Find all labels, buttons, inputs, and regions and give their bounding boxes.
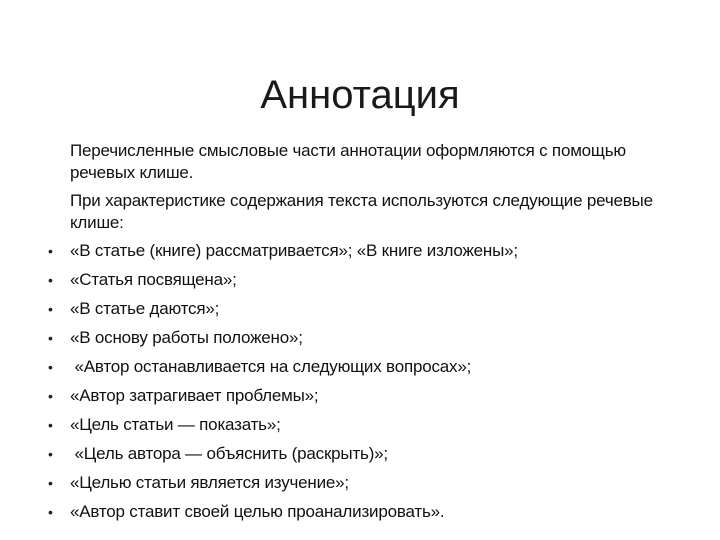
list-item-text: «Целью статьи является изучение»; bbox=[70, 473, 349, 492]
list-item-text: «Статья посвящена»; bbox=[70, 270, 237, 289]
list-item bbox=[48, 240, 680, 269]
bullet-icon: • bbox=[48, 475, 53, 491]
list-item bbox=[48, 501, 680, 530]
bullet-icon: • bbox=[48, 417, 53, 433]
list-item bbox=[48, 269, 680, 298]
bullet-icon: • bbox=[48, 504, 53, 520]
list-item-text: «Цель статьи — показать»; bbox=[70, 415, 281, 434]
bullet-icon: • bbox=[48, 359, 53, 375]
list-item bbox=[48, 356, 680, 385]
bullet-icon: • bbox=[48, 272, 53, 288]
list-item bbox=[48, 472, 680, 501]
intro-paragraph-1: Перечисленные смысловые части аннотации оформляются с помощью речевых клише. bbox=[70, 141, 626, 182]
intro-paragraph-2: При характеристике содержания текста используются следующие речевые клише: bbox=[70, 191, 653, 232]
bullet-icon: • bbox=[48, 301, 53, 317]
list-item bbox=[48, 385, 680, 414]
bullet-icon: • bbox=[48, 388, 53, 404]
slide-title: Аннотация bbox=[260, 72, 460, 117]
list-item-text: «Автор затрагивает проблемы»; bbox=[70, 386, 319, 405]
list-item-text: «Цель автора — объяснить (раскрыть)»; bbox=[70, 444, 388, 463]
list-item-text: «В статье (книге) рассматривается»; «В книге изложены»; bbox=[70, 241, 518, 260]
list-item bbox=[48, 327, 680, 356]
bullet-icon: • bbox=[48, 243, 53, 259]
slide-content bbox=[48, 140, 680, 530]
bullet-icon: • bbox=[48, 330, 53, 346]
list-item-text: «Автор останавливается на следующих вопросах»; bbox=[70, 357, 472, 376]
bullet-icon: • bbox=[48, 446, 53, 462]
list-item bbox=[48, 414, 680, 443]
cliche-list bbox=[48, 240, 680, 530]
list-item-text: «Автор ставит своей целью проанализировать». bbox=[70, 502, 445, 521]
list-item-text: «В основу работы положено»; bbox=[70, 328, 303, 347]
list-item bbox=[48, 443, 680, 472]
list-item-text: «В статье даются»; bbox=[70, 299, 220, 318]
list-item bbox=[48, 298, 680, 327]
